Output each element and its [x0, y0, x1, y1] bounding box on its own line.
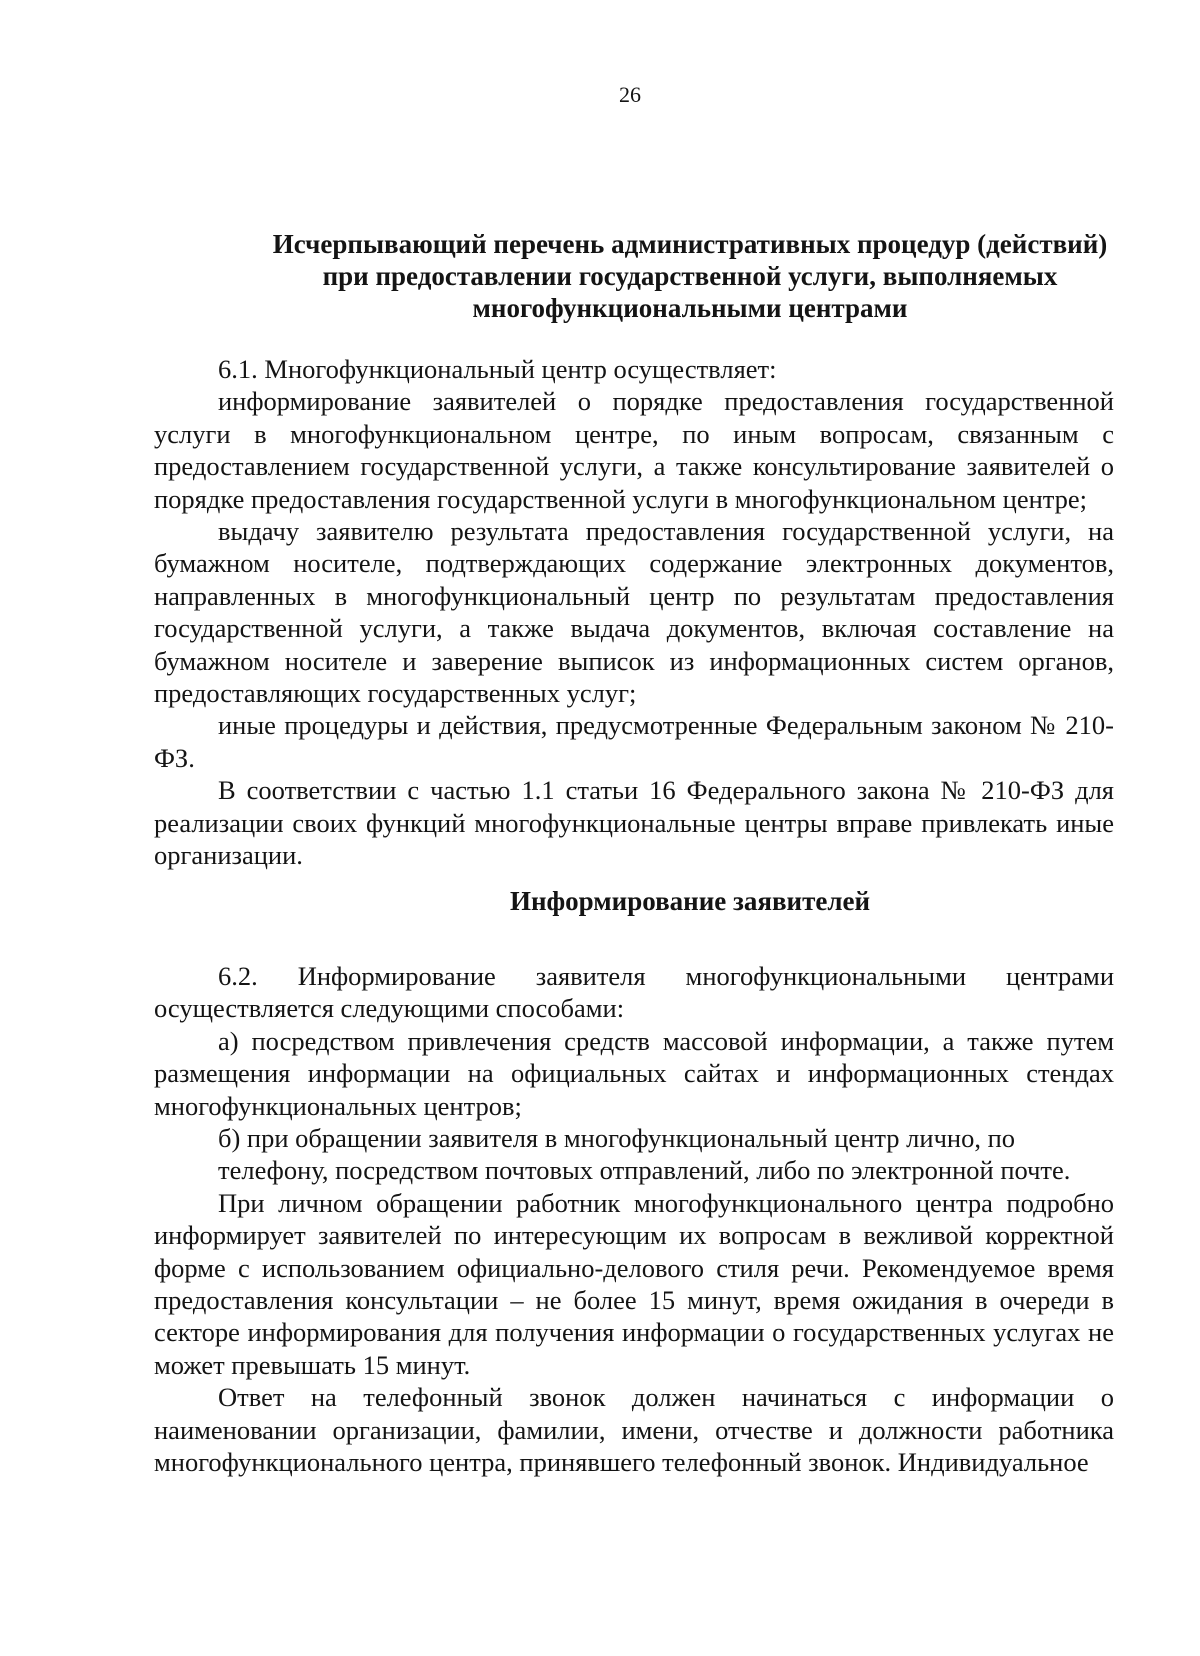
- section-heading-procedures: [250, 228, 1130, 324]
- paragraph-issuance: выдачу заявителю результата предоставления государственной услуги, на бумажном носителе, подтверждающих содержание электронных документов, направленных в многофункциональный центр по результатам предоставления государственной услуги, а также выдача документов, включая составление на бумажном носителе и заверение выписок из информационных систем органов, предоставляющих государственных услуг;: [154, 516, 1114, 709]
- page-number: 26: [619, 82, 641, 107]
- paragraph-other-procedures: иные процедуры и действия, предусмотренные Федеральным законом № 210-ФЗ.: [154, 710, 1114, 773]
- paragraph-item-b: б) при обращении заявителя в многофункциональный центр лично, по: [218, 1123, 1016, 1154]
- heading-line: многофункциональными центрами: [472, 293, 908, 323]
- paragraph-item-a: а) посредством привлечения средств массовой информации, а также путем размещения информации на официальных сайтах и информационных стендах многофункциональных центров;: [154, 1025, 1114, 1121]
- paragraph-other-organizations: В соответствии с частью 1.1 статьи 16 Федерального закона № 210-ФЗ для реализации своих функций многофункциональные центры вправе привлекать иные организации.: [154, 775, 1114, 871]
- section-heading-informing: Информирование заявителей: [509, 886, 871, 916]
- paragraph-personal-visit: При личном обращении работник многофункционального центра подробно информирует заявителей по интересующим их вопросам в вежливой корректной форме с использованием официально-делового стиля речи. Рекомендуемое время предоставления консультации – не более 15 минут, время ожидания в очереди в секторе информирования для получения информации о государственных услугах не может превышать 15 минут.: [154, 1187, 1114, 1380]
- heading-line: Исчерпывающий перечень административных процедур (действий): [272, 229, 1108, 259]
- paragraph-informing: информирование заявителей о порядке предоставления государственной услуги в многофункциональном центре, по иным вопросам, связанным с предоставлением государственной услуги, а также консультирование заявителей о порядке предоставления государственной услуги в многофункциональном центре;: [154, 386, 1114, 514]
- section-body-informing: [154, 960, 1114, 1479]
- heading-line: при предоставлении государственной услуги, выполняемых: [322, 261, 1058, 291]
- paragraph-6-2: 6.2. Информирование заявителя многофункциональными центрами осуществляется следующими способами:: [154, 961, 1114, 1024]
- paragraph-phone-call: Ответ на телефонный звонок должен начинаться с информации о наименовании организации, фамилии, имени, отчестве и должности работника многофункционального центра, принявшего телефонный звонок. Индивидуальное: [154, 1382, 1114, 1478]
- paragraph-6-1: 6.1. Многофункциональный центр осуществляет:: [218, 354, 777, 384]
- paragraph-item-b-continued: телефону, посредством почтовых отправлений, либо по электронной почте.: [218, 1155, 1071, 1186]
- section-body-procedures: [154, 353, 1114, 872]
